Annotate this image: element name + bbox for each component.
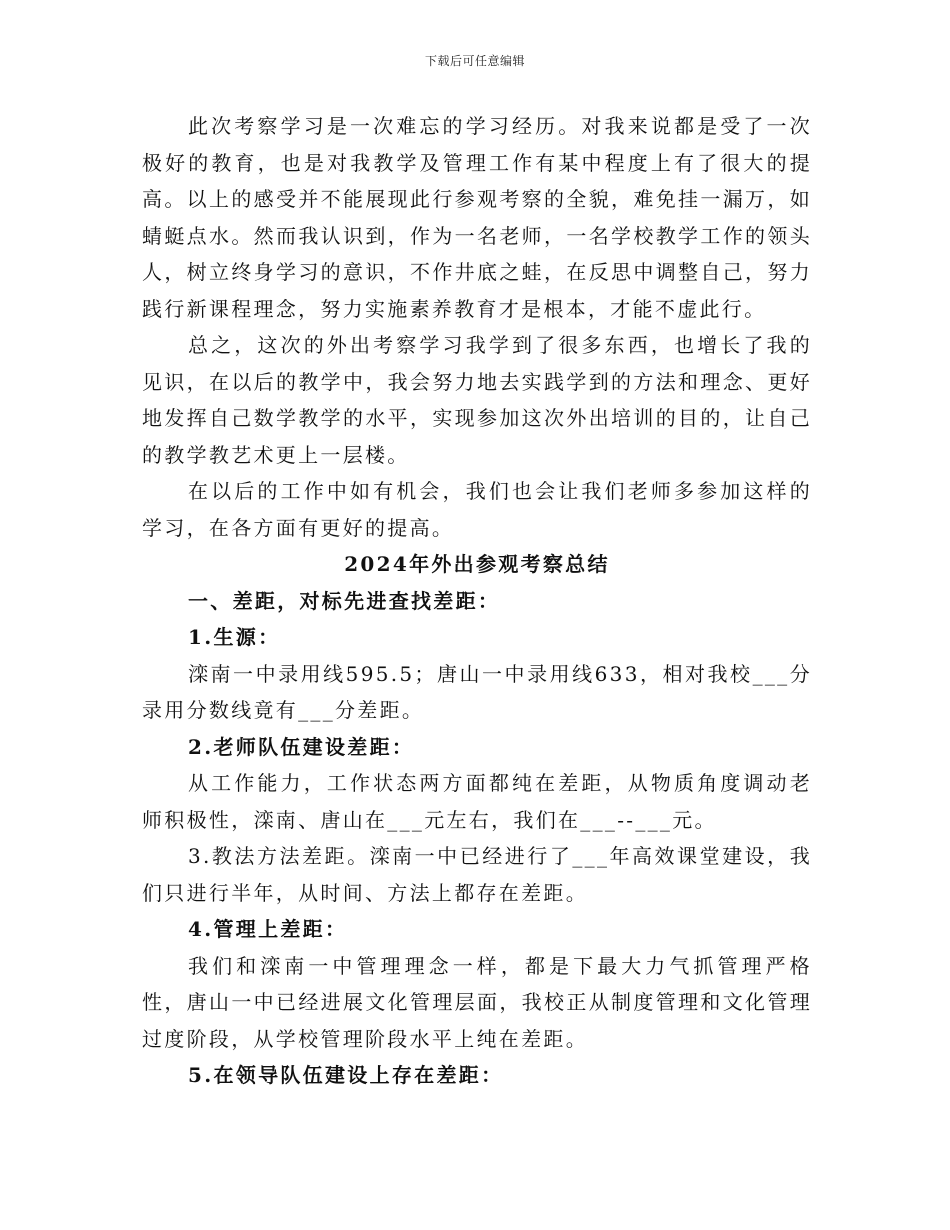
page-header: 下载后可任意编辑: [424, 54, 525, 68]
paragraph: 在以后的工作中如有机会，我们也会让我们老师多参加这样的学习，在各方面有更好的提高。: [142, 479, 812, 540]
document-title: 2024年外出参观考察总结: [344, 552, 610, 576]
paragraph: 总之，这次的外出考察学习我学到了很多东西，也增长了我的见识，在以后的教学中，我会努力地去实践学到的方法和理念、更好地发挥自己数学教学的水平，实现参加这次外出培训的目的，让自己的教学教艺术更上一层楼。: [142, 333, 812, 467]
subheading: 1.生源：: [188, 625, 281, 649]
subheading: 4.管理上差距：: [188, 917, 348, 941]
subheading: 5.在领导队伍建设上存在差距：: [188, 1063, 504, 1087]
document-body: [142, 108, 812, 1094]
paragraph: 滦南一中录用线595.5；唐山一中录用线633，相对我校___分录用分数线竟有___分差距。: [142, 661, 812, 722]
paragraph: 此次考察学习是一次难忘的学习经历。对我来说都是受了一次极好的教育，也是对我教学及管理工作有某中程度上有了很大的提高。以上的感受并不能展现此行参观考察的全貌，难免挂一漏万，如蜻蜓点水。然而我认识到，作为一名老师，一名学校教学工作的领头人，树立终身学习的意识，不作井底之蛙，在反思中调整自己，努力践行新课程理念，努力实施素养教育才是根本，才能不虚此行。: [142, 114, 812, 321]
paragraph: 我们和滦南一中管理理念一样，都是下最大力气抓管理严格性，唐山一中已经进展文化管理层面，我校正从制度管理和文化管理过度阶段，从学校管理阶段水平上纯在差距。: [142, 953, 812, 1051]
subheading: 2.老师队伍建设差距：: [188, 734, 415, 759]
section-heading: 一、差距，对标先进查找差距：: [188, 588, 501, 613]
paragraph: 从工作能力，工作状态两方面都纯在差距，从物质角度调动老师积极性，滦南、唐山在___元左右，我们在___--___元。: [142, 771, 812, 832]
paragraph: 3.教法方法差距。滦南一中已经进行了___年高效课堂建设，我们只进行半年，从时间、方法上都存在差距。: [142, 844, 812, 905]
